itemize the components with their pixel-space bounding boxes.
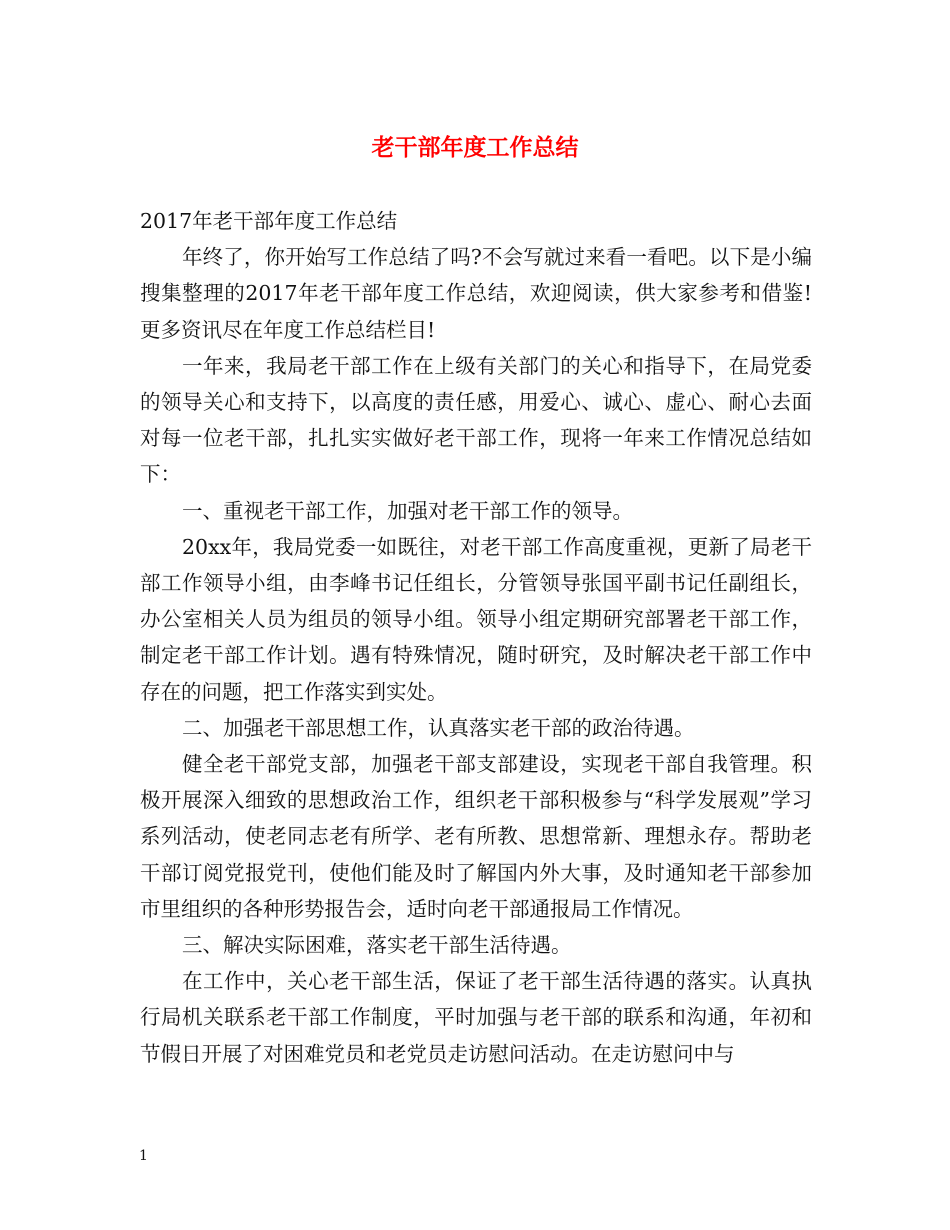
body-paragraph: 一年来，我局老干部工作在上级有关部门的关心和指导下，在局党委的领导关心和支持下，以高度的责任感，用爱心、诚心、虚心、耐心去面对每一位老干部，扎扎实实做好老干部工作，现将一年来工作情况总结如下： bbox=[140, 353, 812, 487]
document-body bbox=[140, 203, 812, 1072]
body-paragraph: 年终了，你开始写工作总结了吗?不会写就过来看一看吧。以下是小编搜集整理的2017年老干部年度工作总结，欢迎阅读，供大家参考和借鉴!更多资讯尽在年度工作总结栏目! bbox=[140, 245, 812, 342]
body-paragraph: 健全老干部党支部，加强老干部支部建设，实现老干部自我管理。积极开展深入细致的思想政治工作，组织老干部积极参与“科学发展观”学习系列活动，使老同志老有所学、老有所教、思想常新、理想永存。帮助老干部订阅党报党刊，使他们能及时了解国内外大事，及时通知老干部参加市里组织的各种形势报告会，适时向老干部通报局工作情况。 bbox=[140, 752, 812, 921]
section-heading: 二、加强老干部思想工作，认真落实老干部的政治待遇。 bbox=[182, 715, 695, 740]
document-title: 老干部年度工作总结 bbox=[371, 135, 579, 161]
section-heading: 三、解决实际困难，落实老干部生活待遇。 bbox=[182, 933, 572, 958]
body-paragraph: 20xx年，我局党委一如既往，对老干部工作高度重视，更新了局老干部工作领导小组，由李峰书记任组长，分管领导张国平副书记任副组长，办公室相关人员为组员的领导小组。领导小组定期研究部署老干部工作，制定老干部工作计划。遇有特殊情况，随时研究，及时解决老干部工作中存在的问题，把工作落实到实处。 bbox=[140, 534, 812, 704]
subtitle-paragraph: 2017年老干部年度工作总结 bbox=[140, 209, 398, 233]
body-paragraph: 在工作中，关心老干部生活，保证了老干部生活待遇的落实。认真执行局机关联系老干部工作制度，平时加强与老干部的联系和沟通，年初和节假日开展了对困难党员和老党员走访慰问活动。在走访慰问中与 bbox=[140, 969, 812, 1066]
section-heading: 一、重视老干部工作，加强对老干部工作的领导。 bbox=[182, 498, 633, 523]
page-number: 1 bbox=[139, 1148, 148, 1164]
